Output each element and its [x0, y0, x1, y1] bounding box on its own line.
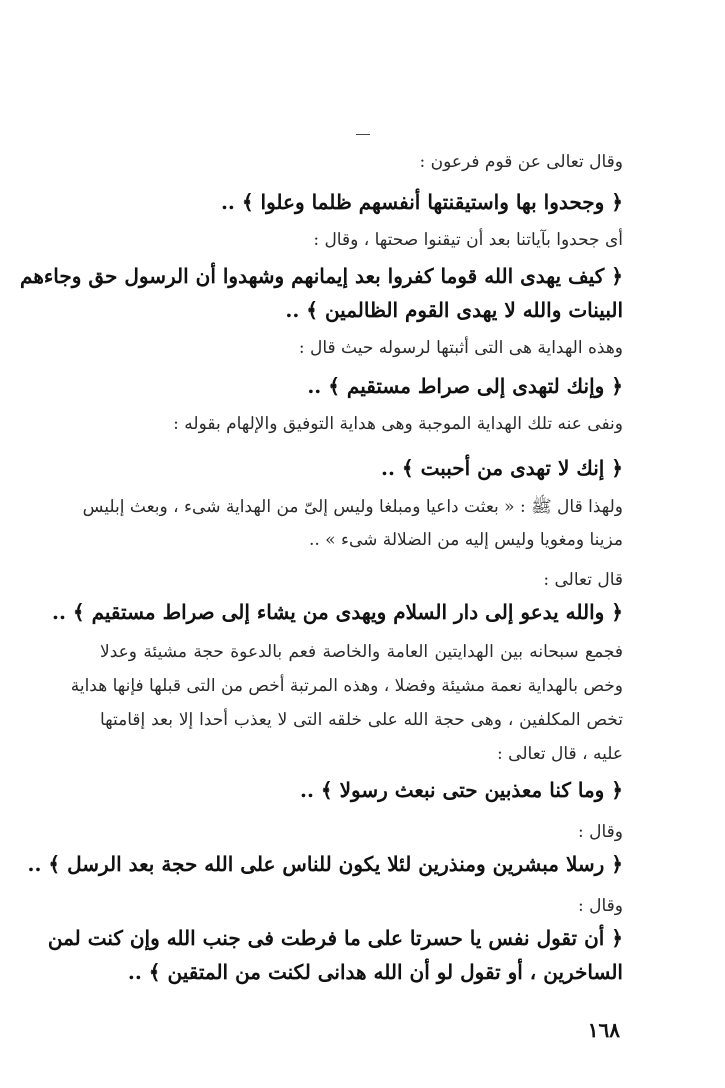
prose-line: وخص بالهداية نعمة مشيئة وفضلا ، وهذه المرتبة أخص من التى قبلها فإنها هداية	[70, 676, 623, 696]
quran-verse-line: ﴿ وإنك لتهدى إلى صراط مستقيم ﴾ ..	[307, 374, 623, 398]
quran-verse-line: ﴿ وما كنا معذبين حتى نبعث رسولا ﴾ ..	[300, 778, 623, 802]
prose-line: ونفى عنه تلك الهداية الموجبة وهى هداية التوفيق والإلهام بقوله :	[173, 414, 623, 434]
quran-verse-line: ﴿ أن تقول نفس يا حسرتا على ما فرطت فى جنب الله وإن كنت لمن	[47, 926, 623, 950]
quran-verse-line: ﴿ إنك لا تهدى من أحببت ﴾ ..	[381, 456, 623, 480]
prose-line: أى جحدوا بآياتنا بعد أن تيقنوا صحتها ، وقال :	[313, 230, 623, 250]
quran-verse-line: الساخرين ، أو تقول لو أن الله هدانى لكنت من المتقين ﴾ ..	[127, 960, 623, 984]
page-number: ١٦٨	[587, 1018, 620, 1042]
prose-line: وقال :	[578, 896, 623, 916]
quran-verse-line: ﴿ كيف يهدى الله قوما كفروا بعد إيمانهم وشهدوا أن الرسول حق وجاءهم	[20, 264, 623, 288]
prose-line: فجمع سبحانه بين الهدايتين العامة والخاصة فعم بالدعوة حجة مشيئة وعدلا	[100, 642, 623, 662]
quran-verse-line: البينات والله لا يهدى القوم الظالمين ﴾ ..	[285, 298, 623, 322]
prose-line: وقال تعالى عن قوم فرعون :	[419, 152, 623, 172]
prose-line: عليه ، قال تعالى :	[497, 744, 623, 764]
header-mark	[356, 134, 370, 135]
quran-verse-line: ﴿ رسلا مبشرين ومنذرين لئلا يكون للناس على الله حجة بعد الرسل ﴾ ..	[27, 852, 623, 876]
prose-line: وقال :	[578, 822, 623, 842]
prose-line: تخص المكلفين ، وهى حجة الله على خلقه التى لا يعذب أحدا إلا بعد إقامتها	[100, 710, 623, 730]
prose-line: ولهذا قال ﷺ : « بعثت داعيا ومبلغا وليس إلىّ من الهداية شىء ، وبعث إبليس	[82, 497, 623, 517]
prose-line: قال تعالى :	[543, 570, 623, 590]
prose-line: مزينا ومغويا وليس إليه من الضلالة شىء » ..	[308, 530, 623, 550]
quran-verse-line: ﴿ وجحدوا بها واستيقنتها أنفسهم ظلما وعلوا ﴾ ..	[220, 190, 623, 214]
prose-line: وهذه الهداية هى التى أثبتها لرسوله حيث قال :	[298, 338, 623, 358]
quran-verse-line: ﴿ والله يدعو إلى دار السلام ويهدى من يشاء إلى صراط مستقيم ﴾ ..	[52, 600, 623, 624]
